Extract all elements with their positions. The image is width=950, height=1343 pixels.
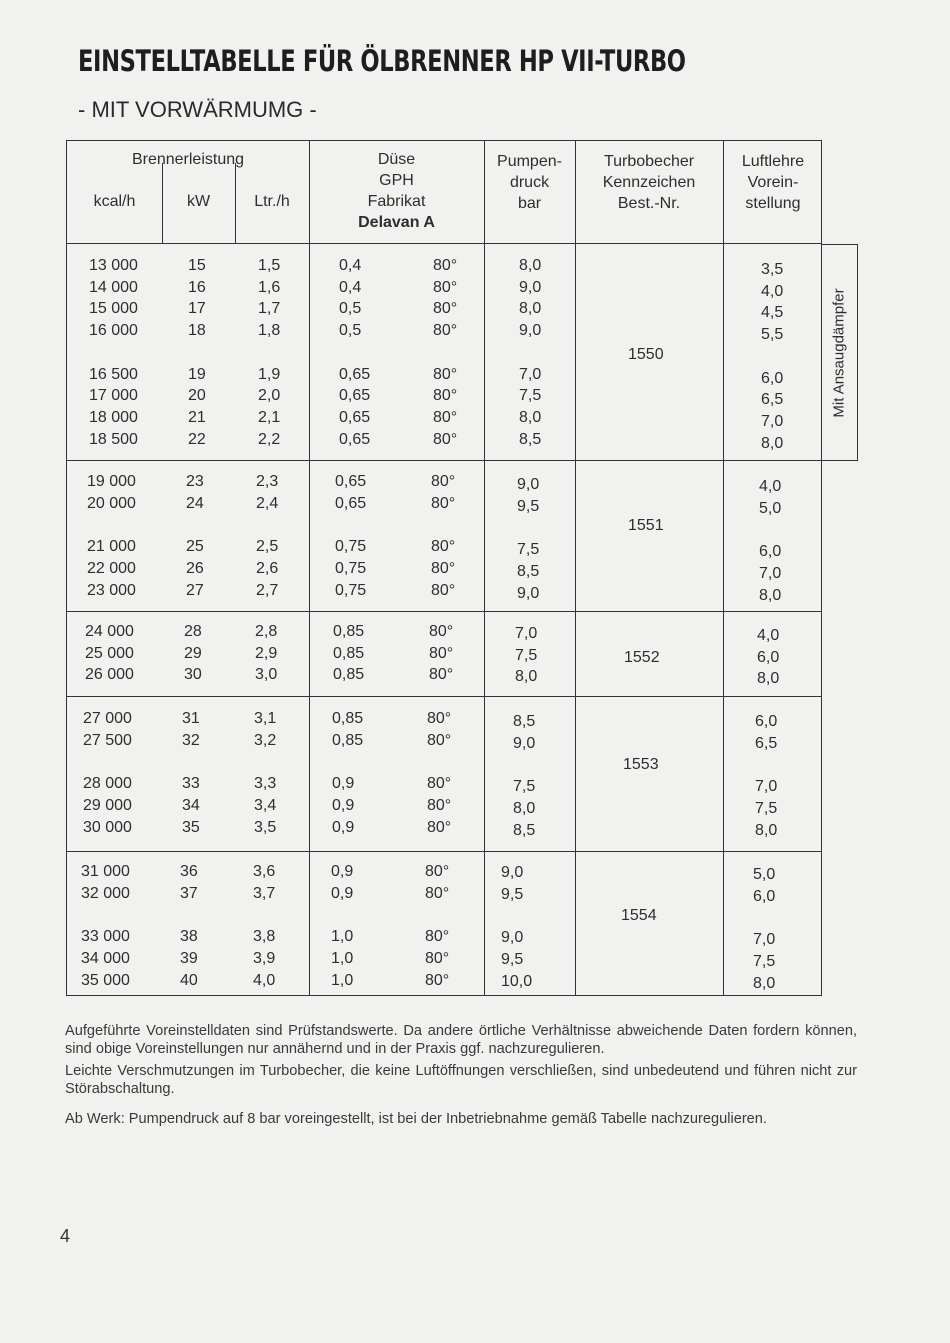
group4-angle: 80° 80° 80° 80° 80° xyxy=(427,710,452,836)
note-2: Leichte Verschmutzungen im Turbobecher, die keine Luftöffnungen verschließen, sind unbedeutend und führen nicht zur Störabschaltung. xyxy=(65,1063,857,1097)
group5-turbo: 1554 xyxy=(621,907,657,924)
header-luftlehre xyxy=(723,151,823,214)
note-1: Aufgeführte Voreinstelldaten sind Prüfstandswerte. Da andere örtliche Verhältnisse abweichende Daten fordern können, sind obige Voreinstellungen nur annähernd und in der Praxis ggf. nachzuregulieren. xyxy=(65,1023,857,1057)
group2-kcal: 19 000 20 000 21 000 22 000 23 000 xyxy=(87,473,136,599)
group2-ltr: 2,3 2,4 2,5 2,6 2,7 xyxy=(256,473,279,599)
group1-gph: 0,4 0,4 0,5 0,5 0,65 0,65 0,65 0,65 xyxy=(339,257,371,448)
group2-luft: 4,0 5,0 6,0 7,0 8,0 xyxy=(759,478,782,604)
header-divider xyxy=(67,243,821,244)
ansaugdaempfer-label: Mit Ansaugdämpfer xyxy=(830,287,848,418)
header-ltr: Ltr./h xyxy=(254,193,290,210)
divider-pumpe xyxy=(484,141,485,995)
ansaugdaempfer-box xyxy=(821,244,858,461)
group1-angle: 80° 80° 80° 80° 80° 80° 80° 80° xyxy=(433,257,458,448)
header-luft-line2: Vorein- xyxy=(747,174,799,191)
group2-gph: 0,65 0,65 0,75 0,75 0,75 xyxy=(335,473,367,599)
group3-kw: 28 29 30 xyxy=(184,623,202,684)
header-pumpen-line3: bar xyxy=(517,195,542,212)
header-duese-line4: Delavan A xyxy=(358,214,435,231)
group4-bar: 8,5 9,0 7,5 8,0 8,5 xyxy=(513,713,536,839)
group3-gph: 0,85 0,85 0,85 xyxy=(333,623,365,684)
group5-kcal: 31 000 32 000 33 000 34 000 35 000 xyxy=(81,863,130,989)
header-duese-line1: Düse xyxy=(377,151,416,168)
group3-angle: 80° 80° 80° xyxy=(429,623,454,684)
header-duese-line2: GPH xyxy=(379,172,414,189)
page-subtitle: - MIT VORWÄRMUMG - xyxy=(78,97,317,122)
group2-turbo: 1551 xyxy=(628,517,664,534)
group4-kw: 31 32 33 34 35 xyxy=(182,710,200,836)
group1-kcal: 13 000 14 000 15 000 16 000 16 500 17 000 18 000 18 500 xyxy=(89,257,138,448)
group-divider-3 xyxy=(67,696,821,697)
header-kcal: kcal/h xyxy=(93,193,136,210)
header-turbo-line1: Turbobecher xyxy=(603,153,695,170)
group1-ltr: 1,5 1,6 1,7 1,8 1,9 2,0 2,1 2,2 xyxy=(258,257,281,448)
group4-ltr: 3,1 3,2 3,3 3,4 3,5 xyxy=(254,710,277,836)
group5-bar: 9,0 9,5 9,0 9,5 10,0 xyxy=(501,864,533,990)
header-kw: kW xyxy=(186,193,211,210)
group3-turbo: 1552 xyxy=(624,649,660,666)
header-duese xyxy=(309,149,484,233)
group3-luft: 4,0 6,0 8,0 xyxy=(757,627,780,688)
group1-bar: 8,0 9,0 8,0 9,0 7,0 7,5 8,0 8,5 xyxy=(519,257,542,448)
group5-angle: 80° 80° 80° 80° 80° xyxy=(425,863,450,989)
header-turbobecher xyxy=(575,151,723,214)
page-title: EINSTELLTABELLE FÜR ÖLBRENNER HP VII-TURBO xyxy=(78,44,686,78)
page-number: 4 xyxy=(60,1226,71,1246)
group5-ltr: 3,6 3,7 3,8 3,9 4,0 xyxy=(253,863,276,989)
group4-luft: 6,0 6,5 7,0 7,5 8,0 xyxy=(755,713,778,839)
header-pumpendruck xyxy=(484,151,575,214)
header-luft-line1: Luftlehre xyxy=(741,153,805,170)
group5-luft: 5,0 6,0 7,0 7,5 8,0 xyxy=(753,866,776,992)
settings-table xyxy=(66,140,822,996)
group5-kw: 36 37 38 39 40 xyxy=(180,863,198,989)
group3-ltr: 2,8 2,9 3,0 xyxy=(255,623,278,684)
group1-kw: 15 16 17 18 19 20 21 22 xyxy=(188,257,206,448)
group2-kw: 23 24 25 26 27 xyxy=(186,473,204,599)
group3-bar: 7,0 7,5 8,0 xyxy=(515,625,538,686)
header-pumpen-line1: Pumpen- xyxy=(497,153,562,170)
group-divider-2 xyxy=(67,611,821,612)
note-3: Ab Werk: Pumpendruck auf 8 bar voreingestellt, ist bei der Inbetriebnahme gemäß Tabelle nachzuregulieren. xyxy=(65,1111,767,1127)
header-turbo-line3: Best.-Nr. xyxy=(617,195,681,212)
divider-turbo xyxy=(575,141,576,995)
group-divider-4 xyxy=(67,851,821,852)
group1-luft: 3,5 4,0 4,5 5,5 6,0 6,5 7,0 8,0 xyxy=(761,261,784,452)
group4-kcal: 27 000 27 500 28 000 29 000 30 000 xyxy=(83,710,132,836)
group1-turbo: 1550 xyxy=(628,346,664,363)
header-pumpen-line2: druck xyxy=(509,174,550,191)
header-duese-line3: Fabrikat xyxy=(367,193,426,210)
divider-luft xyxy=(723,141,724,995)
header-luft-line3: stellung xyxy=(745,195,801,212)
group-divider-1 xyxy=(67,460,821,461)
group2-bar: 9,0 9,5 7,5 8,5 9,0 xyxy=(517,476,540,602)
notes xyxy=(65,1022,857,1132)
header-turbo-line2: Kennzeichen xyxy=(602,174,696,191)
group3-kcal: 24 000 25 000 26 000 xyxy=(85,623,134,684)
group4-turbo: 1553 xyxy=(623,756,659,773)
header-brennerleistung: Brennerleistung xyxy=(131,151,245,168)
group5-gph: 0,9 0,9 1,0 1,0 1,0 xyxy=(331,863,354,989)
group2-angle: 80° 80° 80° 80° 80° xyxy=(431,473,456,599)
divider-duese xyxy=(309,141,310,995)
group4-gph: 0,85 0,85 0,9 0,9 0,9 xyxy=(332,710,364,836)
